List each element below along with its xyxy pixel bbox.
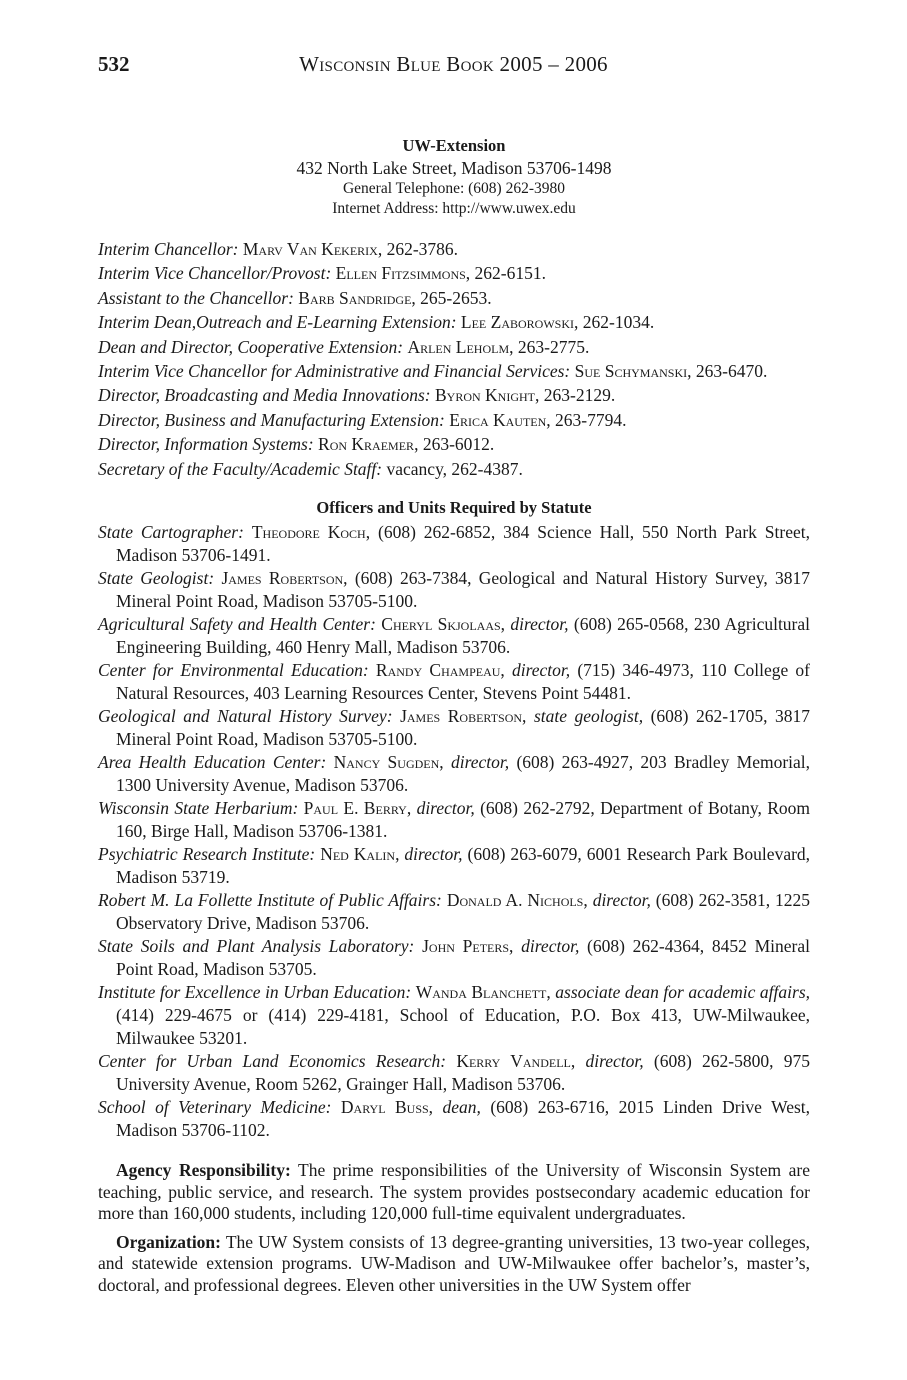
staff-phone: , 262-3786. xyxy=(377,239,459,259)
staff-phone: , 263-7794. xyxy=(546,409,627,430)
unit-details: (715) 346-4973, 110 College of Natural Resources, 403 Learning Resources Center, Stevens Point 54481. xyxy=(116,660,811,704)
paragraph-text: The UW System consists of 13 degree-granting universities, 13 two-year colleges, and statewide extension programs. UW-Madison and UW-Milwaukee offer bachelor’s, master’s, doctoral, and professional degrees. Eleven other universities in the UW System offer xyxy=(98,1231,810,1295)
unit-entry: School of Veterinary Medicine: Daryl Buss, dean, (608) 263-6716, 2015 Linden Drive West, Madison 53706-1102. xyxy=(98,1097,811,1141)
unit-details: (608) 262-4364, 8452 Mineral Point Road, Madison 53705. xyxy=(116,936,810,980)
staff-entry xyxy=(98,335,810,359)
paragraph-text: The prime responsibilities of the University of Wisconsin System are teaching, public service, and research. The system provides postsecondary academic education for more than 160,000 students, including 120,000 full-time equivalent undergraduates. xyxy=(98,1160,810,1224)
staff-phone: vacancy, 262-4387. xyxy=(382,458,523,479)
staff-entry xyxy=(98,237,810,261)
staff-entry xyxy=(98,261,810,285)
unit-entry xyxy=(98,521,810,567)
unit-name: Wisconsin State Herbarium: xyxy=(98,798,299,819)
page-number: 532 xyxy=(98,52,130,76)
unit-name: Psychiatric Research Institute: xyxy=(98,844,316,865)
unit-details: , (608) 262-6852, 384 Science Hall, 550 North Park Street, Madison 53706-1491. xyxy=(116,522,810,566)
staff-title: Assistant to the Chancellor: xyxy=(98,287,294,308)
unit-officer-role: director, xyxy=(450,752,510,773)
unit-entry: Psychiatric Research Institute: Ned Kalin, director, (608) 263-6079, 6001 Research Park Boulevard, Madison 53719. xyxy=(98,844,811,888)
unit-officer-role: director, xyxy=(510,614,569,635)
unit-officer-role: associate dean for academic affairs, xyxy=(555,982,811,1003)
staff-name: Byron Knight xyxy=(435,385,536,406)
unit-name: Geological and Natural History Survey: xyxy=(98,706,393,727)
unit-officer-role: dean, xyxy=(442,1097,481,1118)
unit-name: Center for Environmental Education: xyxy=(98,660,369,681)
staff-entry xyxy=(98,286,810,310)
staff-title: Interim Vice Chancellor/Provost: xyxy=(98,263,332,284)
staff-entry xyxy=(98,310,810,334)
unit-details: (608) 262-3581, 1225 Observatory Drive, Madison 53706. xyxy=(116,890,811,934)
unit-officer: Kerry Vandell xyxy=(456,1051,571,1072)
unit-name: Center for Urban Land Economics Research: xyxy=(98,1051,447,1072)
staff-phone: , 265-2653. xyxy=(411,287,492,308)
unit-name: State Soils and Plant Analysis Laboratory: xyxy=(98,936,415,957)
section-title: UW-Extension xyxy=(402,136,506,155)
unit-details: (608) 262-5800, 975 University Avenue, Room 5262, Grainger Hall, Madison 53706. xyxy=(116,1051,811,1095)
paragraph-lead: Organization: xyxy=(116,1231,221,1252)
staff-name: Marv Van Kekerix xyxy=(242,239,378,259)
unit-entry: Robert M. La Follette Institute of Public Affairs: Donald A. Nichols, director, (608) 262-3581, 1225 Observatory Drive, Madison 53706. xyxy=(98,890,811,934)
unit-entry: Geological and Natural History Survey: James Robertson, state geologist, (608) 262-1705, 3817 Mineral Point Road, Madison 53705-5100. xyxy=(98,706,811,750)
unit-officer-role: director, xyxy=(585,1051,644,1072)
unit-officer: James Robertson xyxy=(400,706,523,727)
unit-officer: Ned Kalin xyxy=(320,844,396,865)
staff-title: Dean and Director, Cooperative Extension: xyxy=(98,336,404,357)
unit-name: Area Health Education Center: xyxy=(98,752,327,773)
staff-name: Ron Kraemer xyxy=(318,434,415,455)
unit-officer-role: director, xyxy=(592,890,651,911)
unit-entry: Wisconsin State Herbarium: Paul E. Berry, director, (608) 262-2792, Department of Botany, Room 160, Birge Hall, Madison 53706-1381. xyxy=(98,798,810,842)
unit-officer-role: director, xyxy=(511,660,571,681)
section-internet-address: Internet Address: http://www.uwex.edu xyxy=(332,200,576,217)
unit-officer-role: director, xyxy=(416,798,475,819)
staff-phone: , 263-2129. xyxy=(535,385,616,406)
unit-officer: James Robertson xyxy=(221,568,344,589)
page-content xyxy=(98,135,810,1296)
unit-entry: State Soils and Plant Analysis Laboratory: John Peters, director, (608) 262-4364, 8452 Mineral Point Road, Madison 53705. xyxy=(98,936,810,980)
staff-entry xyxy=(98,359,810,383)
staff-entry xyxy=(98,457,810,481)
staff-title: Secretary of the Faculty/Academic Staff: xyxy=(98,458,383,479)
staff-name: Ellen Fitzsimmons xyxy=(335,263,466,284)
staff-phone: , 262-1034. xyxy=(574,312,655,333)
unit-entry: Agricultural Safety and Health Center: Cheryl Skjolaas, director, (608) 265-0568, 230 Agricultural Engineering Building, 460 Henry Mall, Madison 53706. xyxy=(98,614,811,658)
staff-entry xyxy=(98,432,810,456)
unit-details: (608) 262-2792, Department of Botany, Room 160, Birge Hall, Madison 53706-1381. xyxy=(116,798,810,842)
staff-title: Interim Dean,Outreach and E-Learning Extension: xyxy=(98,312,457,333)
staff-list xyxy=(98,237,810,481)
unit-officer: Cheryl Skjolaas xyxy=(381,614,501,635)
unit-entry: Institute for Excellence in Urban Education: Wanda Blanchett, associate dean for academic affairs, (414) 229-4675 or (414) 229-4181, School of Education, P.O. Box 413, UW-Milwaukee, Milwaukee 53201. xyxy=(98,982,811,1049)
staff-name: Arlen Leholm xyxy=(407,336,510,357)
unit-name: Agricultural Safety and Health Center: xyxy=(98,614,376,635)
unit-details: (608) 263-6079, 6001 Research Park Boulevard, Madison 53719. xyxy=(116,844,811,888)
unit-name: State Cartographer: xyxy=(98,522,244,543)
unit-entry xyxy=(98,567,810,613)
staff-title: Director, Information Systems: xyxy=(98,434,314,455)
unit-officer-role: director, xyxy=(521,936,580,957)
unit-details: (608) 263-4927, 203 Bradley Memorial, 1300 University Avenue, Madison 53706. xyxy=(116,752,811,796)
unit-officer: Nancy Sugden xyxy=(333,752,440,773)
unit-name: Robert M. La Follette Institute of Public Affairs: xyxy=(98,890,442,911)
staff-title: Interim Vice Chancellor for Administrative and Financial Services: xyxy=(98,361,571,382)
unit-details: (608) 263-6716, 2015 Linden Drive West, Madison 53706-1102. xyxy=(116,1097,811,1141)
staff-title: Interim Chancellor: xyxy=(98,239,239,259)
unit-officer: Paul E. Berry xyxy=(303,798,407,819)
section-telephone: General Telephone: (608) 262-3980 xyxy=(342,180,566,197)
staff-entry xyxy=(98,383,810,407)
unit-entry: Center for Urban Land Economics Research: Kerry Vandell, director, (608) 262-5800, 975 University Avenue, Room 5262, Grainger Hall, Madison 53706. xyxy=(98,1051,811,1095)
staff-phone: , 262-6151. xyxy=(465,263,546,284)
staff-title: Director, Broadcasting and Media Innovations: xyxy=(98,385,431,406)
unit-name: State Geologist: xyxy=(98,568,215,589)
unit-officer: Randy Champeau xyxy=(375,660,501,681)
unit-details: , (608) 263-7384, Geological and Natural History Survey, 3817 Mineral Point Road, Madison 53705-5100. xyxy=(116,568,810,612)
running-header xyxy=(98,52,809,82)
unit-officer: Wanda Blanchett xyxy=(415,982,547,1003)
unit-name: School of Veterinary Medicine: xyxy=(98,1097,332,1118)
staff-entry xyxy=(98,408,810,432)
staff-title: Director, Business and Manufacturing Extension: xyxy=(98,409,445,430)
staff-phone: , 263-6012. xyxy=(414,434,495,455)
unit-details: (414) 229-4675 or (414) 229-4181, School of Education, P.O. Box 413, UW-Milwaukee, Milwaukee 53201. xyxy=(116,1005,810,1049)
unit-entry: Area Health Education Center: Nancy Sugden, director, (608) 263-4927, 203 Bradley Memorial, 1300 University Avenue, Madison 53706. xyxy=(98,752,811,796)
unit-officer-role: director, xyxy=(404,844,463,865)
section-address: 432 North Lake Street, Madison 53706-1498 xyxy=(296,158,612,178)
staff-name: Sue Schymanski xyxy=(574,361,688,382)
organization-paragraph xyxy=(98,1232,810,1297)
staff-phone: , 263-2775. xyxy=(509,336,590,357)
staff-name: Barb Sandridge xyxy=(298,287,412,308)
paragraph-lead: Agency Responsibility: xyxy=(116,1160,291,1181)
staff-phone: , 263-6470. xyxy=(687,361,768,382)
unit-officer: Theodore Koch xyxy=(251,522,366,543)
unit-details: (608) 265-0568, 230 Agricultural Engineering Building, 460 Henry Mall, Madison 53706. xyxy=(116,614,811,658)
units-list xyxy=(98,521,810,1142)
staff-name: Lee Zaborowski xyxy=(460,312,574,333)
running-title: Wisconsin Blue Book 2005 – 2006 xyxy=(299,52,608,76)
unit-officer: John Peters xyxy=(422,936,510,957)
units-heading: Officers and Units Required by Statute xyxy=(316,498,592,518)
unit-officer: Donald A. Nichols xyxy=(446,890,584,911)
unit-entry: Center for Environmental Education: Randy Champeau, director, (715) 346-4973, 110 College of Natural Resources, 403 Learning Resources Center, Stevens Point 54481. xyxy=(98,660,811,704)
unit-officer: Daryl Buss xyxy=(340,1097,429,1118)
unit-name: Institute for Excellence in Urban Education: xyxy=(98,982,412,1003)
unit-details: (608) 262-1705, 3817 Mineral Point Road, Madison 53705-5100. xyxy=(116,706,811,750)
staff-name: Erica Kauten xyxy=(449,409,547,430)
unit-officer-role: state geologist, xyxy=(533,706,644,727)
agency-responsibility-paragraph xyxy=(98,1160,810,1225)
